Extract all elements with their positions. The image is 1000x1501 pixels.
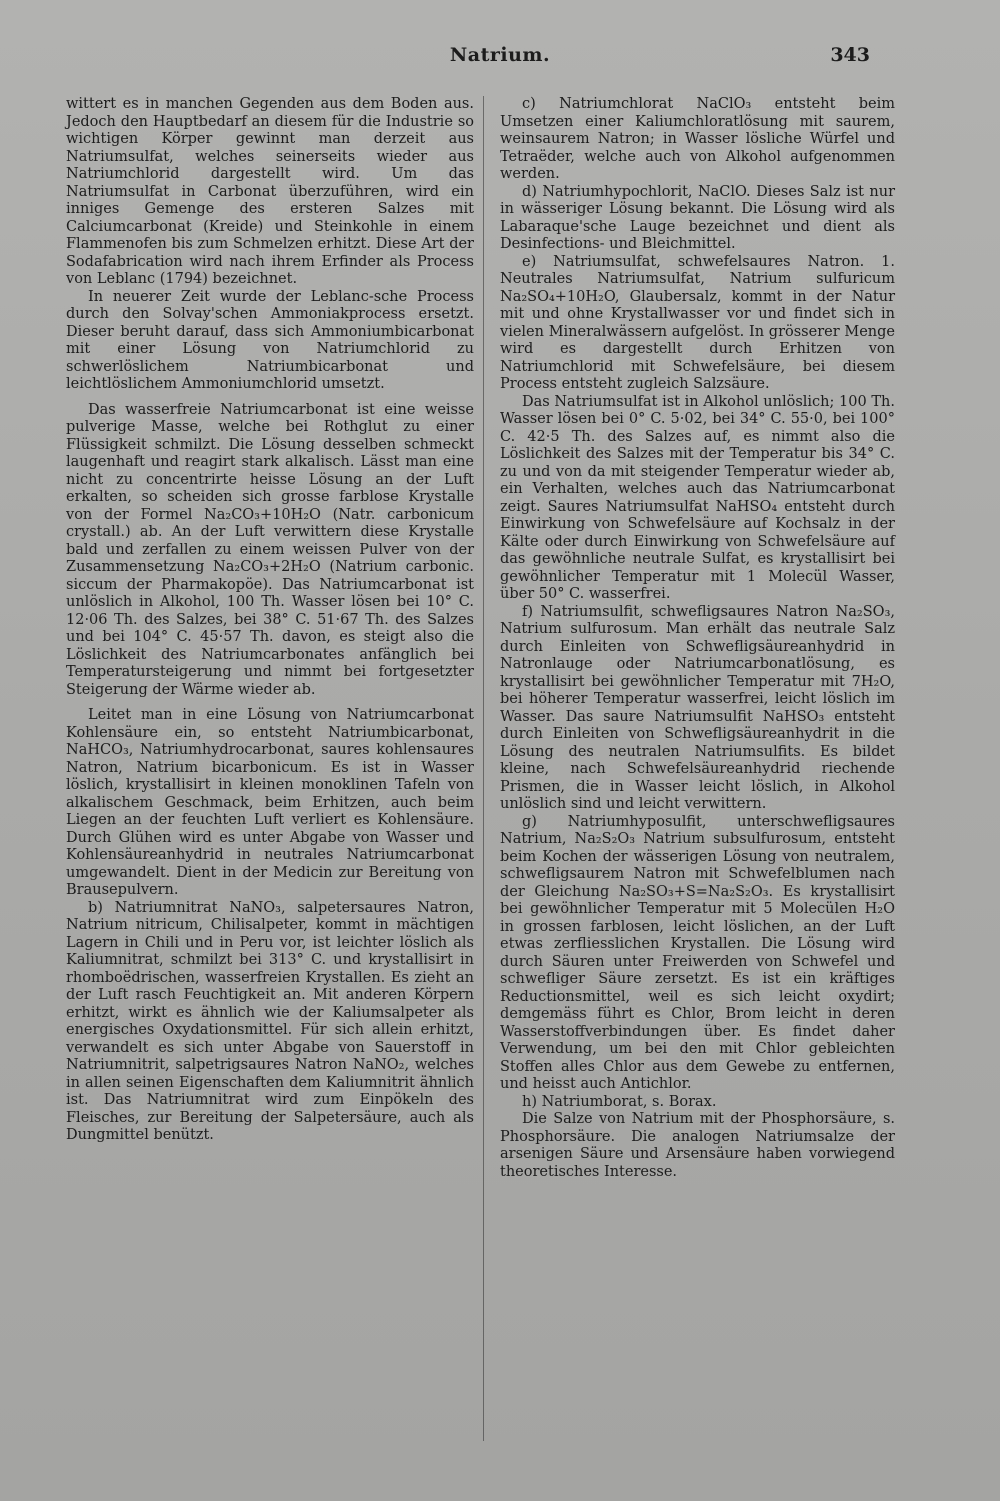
paragraph: f) Natriumsulfit, schwefligsaures Natron Na₂SO₃, Natrium sulfurosum. Man erhält das neutrale Salz durch Einleiten von Schwefligsäureanhydrid in Natronlauge oder Natriumcarbonatlösung, es krystallisirt bei gewöhnlicher Temperatur mit 7H₂O, bei höherer Temperatur wasserfrei, leicht löslich im Wasser. Das saure Natriumsulfit NaHSO₃ entsteht durch Einleiten von Schwefligsäureanhydrit in die Lösung des neutralen Natriumsulfits. Es bildet kleine, nach Schwefelsäureanhydrid riechende Prismen, die in Wasser leicht löslich, in Alkohol unlöslich sind und leicht verwittern. (500, 603, 895, 812)
right-column (500, 96, 895, 1181)
running-title: Natrium. (449, 44, 551, 66)
paragraph: Das Natriumsulfat ist in Alkohol unlöslich; 100 Th. Wasser lösen bei 0° C. 5·02, bei 34° C. 55·0, bei 100° C. 42·5 Th. des Salzes auf, es nimmt also die Löslichkeit des Salzes mit der Temperatur bis 34° C. zu und von da mit steigender Temperatur wieder ab, ein Verhalten, welches auch das Natriumcarbonat zeigt. Saures Natriumsulfat NaHSO₄ entsteht durch Einwirkung von Schwefelsäure auf Kochsalz in der Kälte oder durch Einwirkung von Schwefelsäure auf das gewöhnliche neutrale Sulfat, es krystallisirt bei gewöhnlicher Temperatur mit 1 Molecül Wasser, über 50° C. wasserfrei. (500, 393, 895, 602)
paragraph: Das wasserfreie Natriumcarbonat ist eine weisse pulverige Masse, welche bei Rothglut zu einer Flüssigkeit schmilzt. Die Lösung desselben schmeckt laugenhaft und reagirt stark alkalisch. Lässt man eine nicht zu concentrirte heisse Lösung an der Luft erkalten, so scheiden sich grosse farblose Krystalle von der Formel Na₂CO₃+10H₂O (Natr. carbonicum crystall.) ab. An der Luft verwittern diese Krystalle bald und zerfallen zu einem weissen Pulver von der Zusammensetzung Na₂CO₃+2H₂O (Natrium carbonic. siccum der Pharmakopöe). Das Natriumcarbonat ist unlöslich in Alkohol, 100 Th. Wasser lösen bei 10° C. 12·06 Th. des Salzes, bei 38° C. 51·67 Th. des Salzes und bei 104° C. 45·57 Th. davon, es steigt also die Löslichkeit des Natriumcarbonates anfänglich bei Temperatursteigerung und nimmt bei fortgesetzter Steigerung der Wärme wieder ab. (66, 401, 474, 698)
paragraph: c) Natriumchlorat NaClO₃ entsteht beim Umsetzen einer Kaliumchloratlösung mit saurem, weinsaurem Natron; in Wasser lösliche Würfel und Tetraëder, welche auch von Alkohol aufgenommen werden. (500, 96, 895, 182)
paragraph: e) Natriumsulfat, schwefelsaures Natron. 1. Neutrales Natriumsulfat, Natrium sulfuricum Na₂SO₄+10H₂O, Glaubersalz, kommt in der Natur mit und ohne Krystallwasser vor und findet sich in vielen Mineralwässern aufgelöst. In grösserer Menge wird es dargestellt durch Erhitzen von Natriumchlorid mit Schwefelsäure, bei diesem Process entsteht zugleich Salzsäure. (500, 253, 895, 392)
paragraph: In neuerer Zeit wurde der Leblanc-sche Process durch den Solvay'schen Ammoniakprocess ersetzt. Dieser beruht darauf, dass sich Ammoniumbicarbonat mit einer Lösung von Natriumchlorid zu schwerlöslichem Natriumbicarbonat und leichtlöslichem Ammoniumchlorid umsetzt. (66, 288, 474, 392)
page-number: 343 (830, 44, 870, 66)
paragraph: d) Natriumhypochlorit, NaClO. Dieses Salz ist nur in wässeriger Lösung bekannt. Die Lösung wird als Labaraque'sche Lauge bezeichnet und dient als Desinfections- und Bleichmittel. (500, 183, 895, 252)
paragraph: b) Natriumnitrat NaNO₃, salpetersaures Natron, Natrium nitricum, Chilisalpeter, kommt in mächtigen Lagern in Chili und in Peru vor, ist leichter löslich als Kaliumnitrat, schmilzt bei 313° C. und krystallisirt in rhomboëdrischen, wasserfreien Krystallen. Es zieht an der Luft rasch Feuchtigkeit an. Mit anderen Körpern erhitzt, wirkt es ähnlich wie der Kaliumsalpeter als energisches Oxydationsmittel. Für sich allein erhitzt, verwandelt es sich unter Abgabe von Sauerstoff in Natriumnitrit, salpetrigsaures Natron NaNO₂, welches in allen seinen Eigenschaften dem Kaliumnitrit ähnlich ist. Das Natriumnitrat wird zum Einpökeln des Fleisches, zur Bereitung der Salpetersäure, auch als Dungmittel benützt. (66, 899, 474, 1143)
page-header (0, 44, 1000, 76)
column-rule (483, 96, 484, 1441)
paragraph: Die Salze von Natrium mit der Phosphorsäure, s. Phosphorsäure. Die analogen Natriumsalze der arsenigen Säure und Arsensäure haben vorwiegend theoretisches Interesse. (500, 1111, 895, 1180)
left-column (66, 96, 474, 1145)
paragraph: g) Natriumhyposulfit, unterschwefligsaures Natrium, Na₂S₂O₃ Natrium subsulfurosum, entsteht beim Kochen der wässerigen Lösung von neutralem, schwefligsaurem Natron mit Schwefelblumen nach der Gleichung Na₂SO₃+S=Na₂S₂O₃. Es krystallisirt bei gewöhnlicher Temperatur mit 5 Molecülen H₂O in grossen farblosen, leicht löslichen, an der Luft etwas zerfliesslichen Krystallen. Die Lösung wird durch Säuren unter Freiwerden von Schwefel und schwefliger Säure zersetzt. Es ist ein kräftiges Reductionsmittel, weil es sich leicht oxydirt; demgemäss führt es Chlor, Brom leicht in deren Wasserstoffverbindungen über. Es findet daher Verwendung, um bei den mit Chlor gebleichten Stoffen alles Chlor aus dem Gewebe zu entfernen, und heisst auch Antichlor. (500, 813, 895, 1092)
paragraph: Leitet man in eine Lösung von Natriumcarbonat Kohlensäure ein, so entsteht Natriumbicarbonat, NaHCO₃, Natriumhydrocarbonat, saures kohlensaures Natron, Natrium bicarbonicum. Es ist in Wasser löslich, krystallisirt in kleinen monoklinen Tafeln von alkalischem Geschmack, beim Erhitzen, auch beim Liegen an der feuchten Luft verliert es Kohlensäure. Durch Glühen wird es unter Abgabe von Wasser und Kohlensäureanhydrid in neutrales Natriumcarbonat umgewandelt. Dient in der Medicin zur Bereitung von Brausepulvern. (66, 707, 474, 898)
paragraph: h) Natriumborat, s. Borax. (522, 1093, 717, 1110)
paragraph: wittert es in manchen Gegenden aus dem Boden aus. Jedoch den Hauptbedarf an diesem für die Industrie so wichtigen Körper gewinnt man derzeit aus Natriumsulfat, welches seinerseits wieder aus Natriumchlorid dargestellt wird. Um das Natriumsulfat in Carbonat überzuführen, wird ein inniges Gemenge des ersteren Salzes mit Calciumcarbonat (Kreide) und Steinkohle in einem Flammenofen bis zum Schmelzen erhitzt. Diese Art der Sodafabrication wird nach ihrem Erfinder als Process von Leblanc (1794) bezeichnet. (66, 96, 474, 287)
